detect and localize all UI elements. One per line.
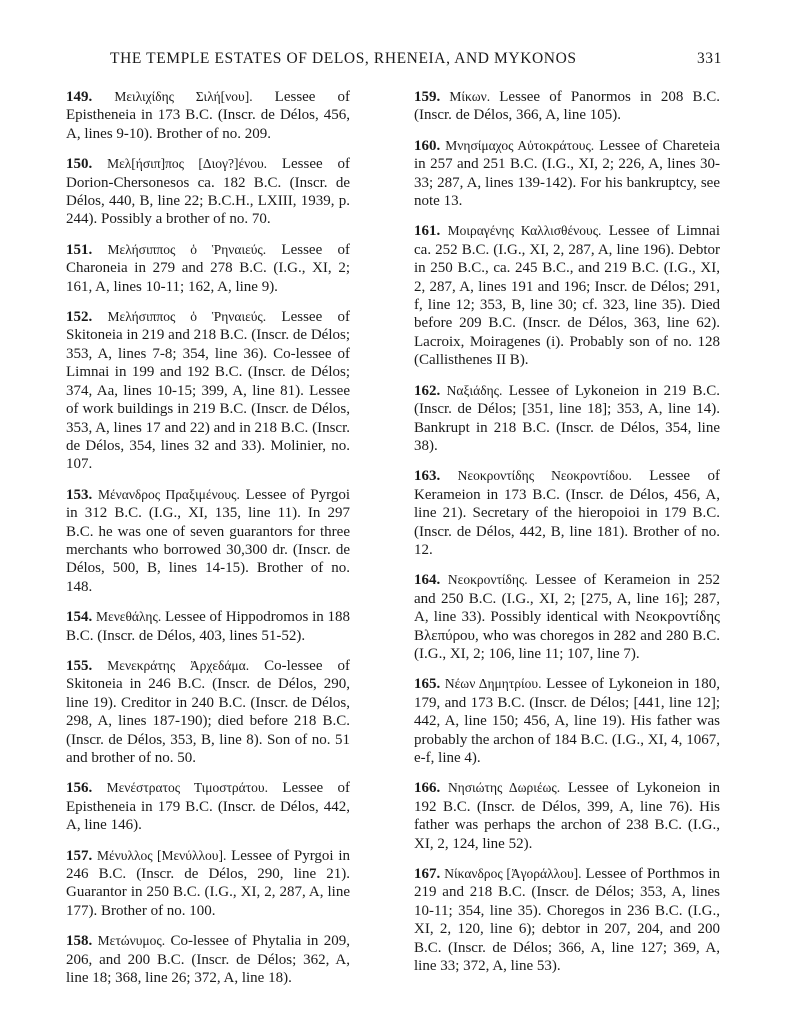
entry-text: Lessee of Hippodromos in 188 B.C. (Inscr. de Délos, 403, lines 51-52).	[66, 609, 350, 644]
entry-greek-name: Μενεθάλης.	[96, 609, 162, 625]
entry-text: Lessee of Panormos in 208 B.C. (Inscr. de Délos, 366, A, line 105).	[414, 89, 721, 124]
catalog-entry	[66, 779, 350, 834]
catalog-entry	[414, 675, 720, 767]
entry-greek-name: Νησιώτης Δωριέως.	[447, 780, 561, 796]
entry-greek-name: Μοιραγένης Καλλισθένους.	[447, 223, 602, 239]
entry-greek-name: Μειλιχίδης Σιλή[νου].	[114, 89, 253, 104]
entry-number: 167.	[414, 866, 441, 883]
catalog-entry	[66, 486, 350, 596]
entry-text: Lessee of Kerameion in 252 and 250 B.C. (I.G., XI, 2; [275, A, line 16]; 287, A, line 33). Possibly identical with Νεοκροντίδης Βλεπύρου, who was choregos in 282 and 280 B.C. (I.G., XI, 2; 106, line 11; 107, line 7).	[414, 572, 721, 662]
entry-text: Co-lessee of Skitoneia in 246 B.C. (Inscr. de Délos, 290, line 19). Creditor in 240 B.C. (Inscr. de Délos, 298, A, lines 187-190); died before 218 B.C. (Inscr. de Délos, 353, B, line 8). Son of no. 51 and brother of no. 50.	[66, 657, 351, 766]
entry-text: Lessee of Limnai ca. 252 B.C. (I.G., XI, 2, 287, A, line 196). Debtor in 250 B.C., ca. 245 B.C., and 219 B.C. (I.G., XI, 2, 287, A, lines 191 and 196; Inscr. de Délos; 291, f, line 12; 353, B, line 30; cf. 323, line 35). Died before 209 B.C. (Inscr. de Délos, 363, line 62). Lacroix, Moiragenes (i). Probably son of no. 128 (Callisthenes II B).	[414, 223, 721, 369]
entry-greek-name: Μενεκράτης Ἀρχεδάμα.	[107, 657, 250, 673]
left-column	[66, 88, 350, 999]
entry-greek-name: Μίκων.	[449, 89, 491, 104]
page-number: 331	[696, 50, 722, 67]
running-header	[110, 50, 722, 74]
entry-text: Lessee of Pyrgoi in 246 B.C. (Inscr. de Délos, 290, line 21). Guarantor in 250 B.C. (I.G., XI, 2, 287, A, line 177). Brother of no. 100.	[66, 847, 350, 919]
catalog-entry	[66, 88, 350, 143]
entry-number: 155.	[66, 657, 93, 674]
entry-text: Lessee of Chareteia in 257 and 251 B.C. (I.G., XI, 2; 226, A, lines 30-33; 287, A, lines 139-142). For his bankruptcy, see note 13.	[414, 137, 721, 210]
running-title: THE TEMPLE ESTATES OF DELOS, RHENEIA, AND MYKONOS	[110, 50, 577, 67]
catalog-entry	[66, 608, 350, 645]
entry-number: 152.	[66, 309, 93, 326]
entry-text: Lessee of Lykoneion in 180, 179, and 173 B.C. (Inscr. de Délos; [441, line 12]; 442, A, line 150; 456, A, line 19). His father was probably the archon of 184 B.C. (I.G., XI, 4, 1067, e-f, line 4).	[414, 676, 721, 766]
catalog-entry	[414, 222, 720, 369]
entry-number: 153.	[66, 486, 93, 503]
catalog-entry	[414, 865, 720, 975]
entry-greek-name: Νέων Δημητρίου.	[444, 676, 542, 692]
catalog-entry	[414, 779, 720, 853]
entry-number: 162.	[414, 382, 441, 399]
entry-number: 154.	[66, 609, 93, 626]
entry-number: 165.	[414, 676, 441, 693]
entry-greek-name: Μελήσιππος ὁ Ῥηναιεύς.	[107, 241, 267, 257]
entry-greek-name: Μένυλλος [Μενύλλου].	[96, 847, 227, 863]
entry-text: Co-lessee of Phytalia in 209, 206, and 200 B.C. (Inscr. de Délos; 362, A, line 18; 368, line 26; 372, A, line 18).	[66, 933, 351, 987]
entry-number: 164.	[414, 572, 441, 589]
entry-number: 159.	[414, 89, 441, 105]
entry-greek-name: Μένανδρος Πραξιμένους.	[97, 486, 240, 502]
entry-text: Lessee of Kerameion in 173 B.C. (Inscr. de Délos, 456, A, line 21). Secretary of the hieropoioi in 179 B.C. (Inscr. de Délos, 442, B, line 181). Brother of no. 12.	[414, 468, 720, 558]
entry-greek-name: Νεοκροντίδης Νεοκροντίδου.	[457, 468, 632, 484]
entry-text: Lessee of Charoneia in 279 and 278 B.C. (I.G., XI, 2; 161, A, lines 10-11; 162, A, line 9).	[66, 241, 350, 295]
entry-number: 150.	[66, 156, 93, 173]
entry-number: 157.	[66, 847, 93, 864]
catalog-entry	[66, 932, 350, 987]
entry-number: 163.	[414, 468, 441, 485]
entry-text: Lessee of Dorion-Chersonesos ca. 182 B.C. (Inscr. de Délos, 440, B, line 22; B.C.H., LXIII, 1939, p. 244). Possibly a brother of no. 70.	[66, 156, 350, 228]
entry-number: 156.	[66, 780, 93, 797]
catalog-entry	[414, 137, 720, 211]
right-column	[414, 88, 720, 987]
entry-greek-name: Μελήσιππος ὁ Ῥηναιεύς.	[107, 309, 267, 325]
entry-text: Lessee of Porthmos in 219 and 218 B.C. (Inscr. de Délos; 353, A, lines 10-11; 354, line 35). Choregos in 236 B.C. (I.G., XI, 2, 120, line 6); debtor in 207, 204, and 200 B.C. (Inscr. de Délos; 366, A, line 127; 369, A, line 33; 372, A, line 53).	[414, 866, 721, 975]
entry-greek-name: Μετώνυμος.	[97, 933, 166, 949]
entry-greek-name: Νεοκροντίδης.	[447, 572, 528, 588]
catalog-entry	[66, 241, 350, 296]
entry-number: 161.	[414, 223, 441, 240]
entry-greek-name: Νίκανδρος [Ἀγοράλλου].	[444, 866, 582, 882]
catalog-entry	[414, 88, 720, 125]
entry-text: Lessee of Lykoneion in 192 B.C. (Inscr. de Délos, 399, A, line 76). His father was perhaps the archon of 238 B.C. (I.G., XI, 2, 124, line 52).	[414, 780, 721, 852]
entry-number: 151.	[66, 241, 93, 258]
entry-number: 166.	[414, 780, 441, 797]
catalog-entry	[66, 155, 350, 229]
entry-text: Lessee of Skitoneia in 219 and 218 B.C. (Inscr. de Délos; 353, A, lines 7-8; 354, line 36). Co-lessee of Limnai in 199 and 192 B.C. (Inscr. de Délos; 374, Aa, lines 10-15; 399, A, line 81). Lessee of work buildings in 219 B.C. (Inscr. de Délos, 353, A, lines 17 and 22) and in 218 B.C. (Inscr. de Délos, 354, lines 32 and 33). Molinier, no. 107.	[66, 309, 350, 473]
entry-number: 160.	[414, 137, 441, 154]
entry-greek-name: Μελ[ήσιπ]πος [Διογ?]ένου.	[107, 156, 268, 172]
catalog-entry	[66, 847, 350, 921]
catalog-entry	[66, 308, 350, 474]
catalog-entry	[66, 657, 350, 767]
entry-text: Lessee of Lykoneion in 219 B.C. (Inscr. de Délos; [351, line 18]; 353, A, line 14). Bankrupt in 218 B.C. (Inscr. de Délos, 354, line 38).	[414, 382, 721, 454]
entry-text: Lessee of Epistheneia in 179 B.C. (Inscr. de Délos, 442, A, line 146).	[66, 780, 350, 834]
entry-number: 158.	[66, 933, 93, 950]
catalog-entry	[414, 571, 720, 663]
entry-greek-name: Μενέστρατος Τιμοστράτου.	[106, 780, 268, 796]
entry-greek-name: Μνησίμαχος Αὐτοκράτους.	[445, 137, 595, 153]
entry-greek-name: Ναξιάδης.	[446, 382, 503, 398]
catalog-entry	[414, 382, 720, 456]
entry-number: 149.	[66, 89, 93, 105]
entry-text: Lessee of Pyrgoi in 312 B.C. (I.G., XI, 135, line 11). In 297 B.C. he was one of seven guarantors for three merchants who borrowed 30,300 dr. (Inscr. de Délos, 500, B, lines 14-15). Brother of no. 148.	[66, 486, 351, 595]
entry-text: Lessee of Epistheneia in 173 B.C. (Inscr. de Délos, 456, A, lines 9-10). Brother of no. 209.	[66, 89, 351, 142]
catalog-entry	[414, 467, 720, 559]
